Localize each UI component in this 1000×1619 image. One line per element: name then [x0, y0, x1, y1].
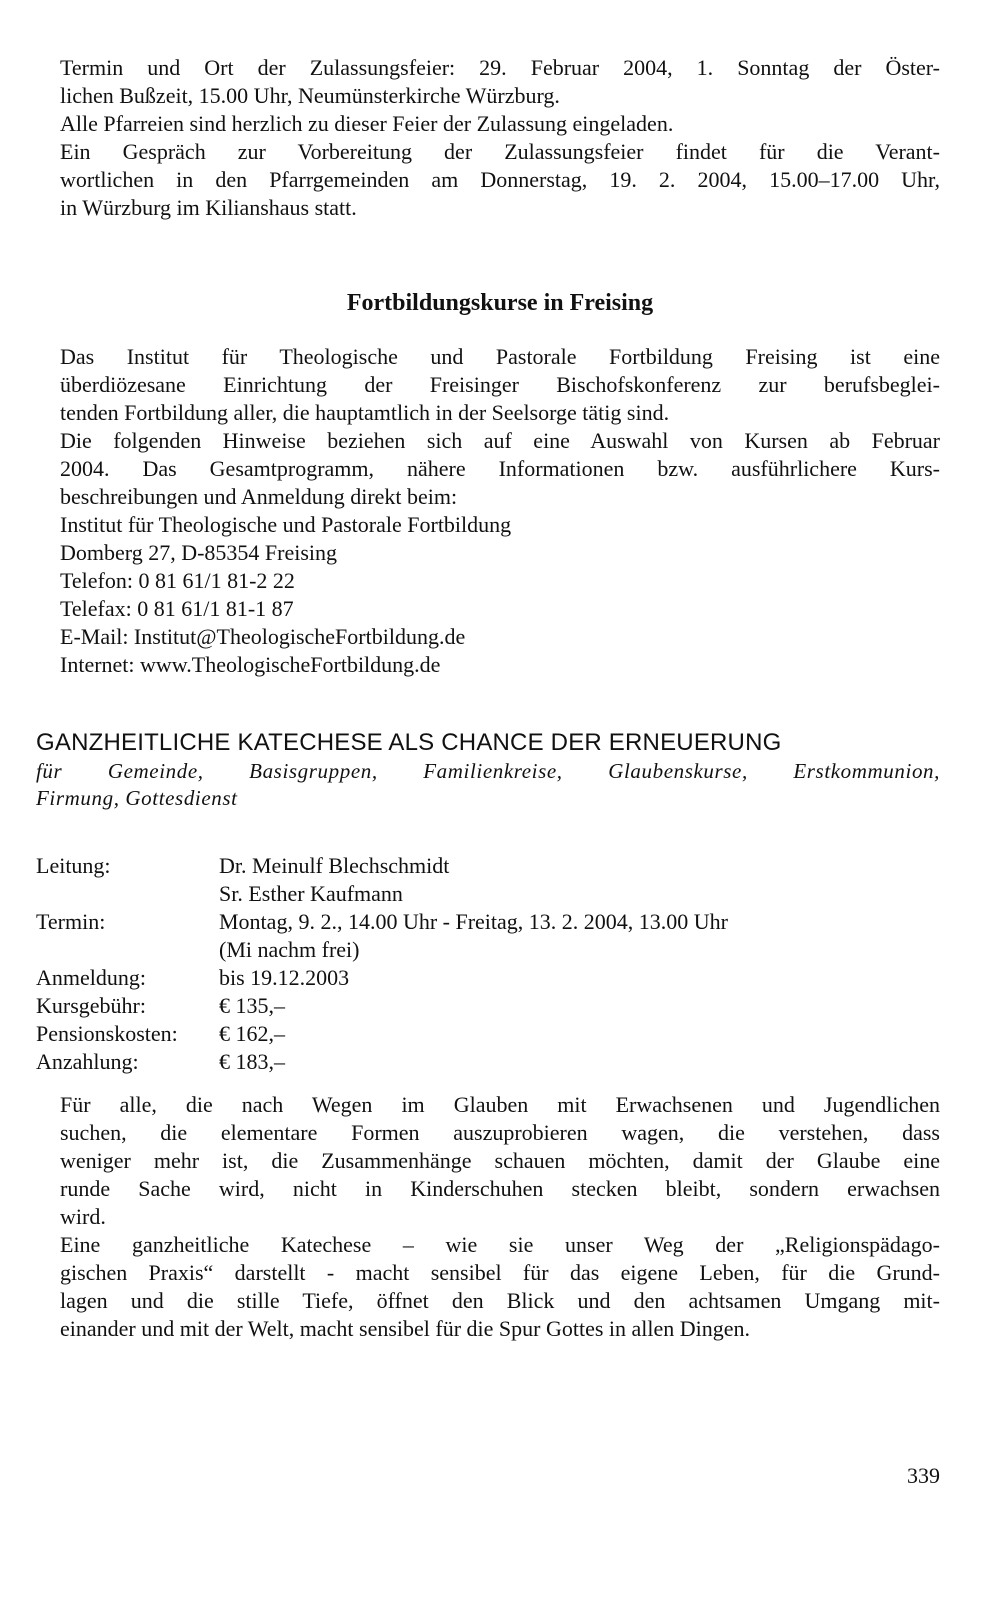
desc-line: Für alle, die nach Wegen im Glauben mit Erwachsenen und Jugendlichen [60, 1092, 940, 1117]
address-line: Domberg 27, D-85354 Freising [60, 540, 338, 565]
freising-section [60, 343, 940, 679]
desc-line: weniger mehr ist, die Zusammenhänge schauen möchten, damit der Glaube eine [60, 1148, 940, 1173]
info-value: bis 19.12.2003 [219, 965, 350, 990]
freising-line: Die folgenden Hinweise beziehen sich auf eine Auswahl von Kursen ab Februar [60, 428, 940, 453]
info-row [36, 992, 728, 1020]
info-label [36, 936, 219, 964]
intro-line: lichen Bußzeit, 15.00 Uhr, Neumünsterkirche Würzburg. [60, 83, 560, 108]
info-row [36, 1048, 728, 1076]
info-label: Leitung: [36, 853, 111, 878]
info-value: € 162,– [219, 1021, 285, 1046]
desc-line: lagen und die stille Tiefe, öffnet den Blick und den achtsamen Umgang mit- [60, 1288, 940, 1313]
info-row [36, 908, 728, 936]
address-line: Telefon: 0 81 61/1 81-2 22 [60, 568, 295, 593]
desc-line: Eine ganzheitliche Katechese – wie sie unser Weg der „Religionspädago- [60, 1232, 940, 1257]
freising-line: beschreibungen und Anmeldung direkt beim: [60, 484, 458, 509]
address-line: Telefax: 0 81 61/1 81-1 87 [60, 596, 294, 621]
email-line: E-Mail: Institut@TheologischeFortbildung.de [60, 624, 466, 649]
info-row [36, 852, 728, 880]
desc-line: runde Sache wird, nicht in Kinderschuhen stecken bleibt, sondern erwachsen [60, 1176, 940, 1201]
intro-line: Ein Gespräch zur Vorbereitung der Zulassungsfeier findet für die Verant- [60, 139, 940, 164]
desc-line: wird. [60, 1204, 106, 1229]
course-description [60, 1091, 940, 1343]
intro-line: in Würzburg im Kilianshaus statt. [60, 195, 357, 220]
info-label: Termin: [36, 909, 106, 934]
course-section [36, 728, 940, 1076]
info-label [36, 880, 219, 908]
info-row [36, 880, 728, 908]
desc-line: einander und mit der Welt, macht sensibel für die Spur Gottes in allen Dingen. [60, 1316, 751, 1341]
freising-line: 2004. Das Gesamtprogramm, nähere Informationen bzw. ausführlichere Kurs- [60, 456, 940, 481]
freising-heading: Fortbildungskurse in Freising [346, 290, 654, 316]
info-value: € 183,– [219, 1049, 285, 1074]
intro-line: Alle Pfarreien sind herzlich zu dieser Feier der Zulassung eingeladen. [60, 111, 674, 136]
info-label: Anzahlung: [36, 1049, 139, 1074]
course-subtitle: für Gemeinde, Basisgruppen, Familienkreise, Glaubenskurse, Erstkommunion, [36, 759, 940, 783]
intro-section [60, 54, 940, 222]
info-value: (Mi nachm frei) [219, 937, 360, 962]
course-subtitle: Firmung, Gottesdienst [36, 786, 238, 810]
info-label: Pensionskosten: [36, 1021, 178, 1046]
info-value: Sr. Esther Kaufmann [219, 881, 403, 906]
info-value: € 135,– [219, 993, 285, 1018]
internet-line: Internet: www.TheologischeFortbildung.de [60, 652, 441, 677]
info-row [36, 964, 728, 992]
info-label: Kursgebühr: [36, 993, 146, 1018]
course-title: GANZHEITLICHE KATECHESE ALS CHANCE DER ERNEUERUNG [36, 729, 782, 756]
intro-line: Termin und Ort der Zulassungsfeier: 29. Februar 2004, 1. Sonntag der Öster- [60, 55, 940, 80]
freising-line: tenden Fortbildung aller, die hauptamtlich in der Seelsorge tätig sind. [60, 400, 670, 425]
info-label: Anmeldung: [36, 965, 146, 990]
info-row [36, 1020, 728, 1048]
desc-line: suchen, die elementare Formen auszuprobieren wagen, die verstehen, dass [60, 1120, 940, 1145]
info-value: Montag, 9. 2., 14.00 Uhr - Freitag, 13. 2. 2004, 13.00 Uhr [219, 909, 729, 934]
freising-line: Das Institut für Theologische und Pastorale Fortbildung Freising ist eine [60, 344, 940, 369]
address-line: Institut für Theologische und Pastorale Fortbildung [60, 512, 512, 537]
info-row [36, 936, 728, 964]
course-info-table [36, 852, 728, 1076]
info-value: Dr. Meinulf Blechschmidt [219, 853, 450, 878]
intro-line: wortlichen in den Pfarrgemeinden am Donnerstag, 19. 2. 2004, 15.00–17.00 Uhr, [60, 167, 940, 192]
desc-line: gischen Praxis“ darstellt - macht sensibel für das eigene Leben, für die Grund- [60, 1260, 940, 1285]
page-number: 339 [907, 1463, 940, 1488]
freising-line: überdiözesane Einrichtung der Freisinger Bischofskonferenz zur berufsbeglei- [60, 372, 940, 397]
